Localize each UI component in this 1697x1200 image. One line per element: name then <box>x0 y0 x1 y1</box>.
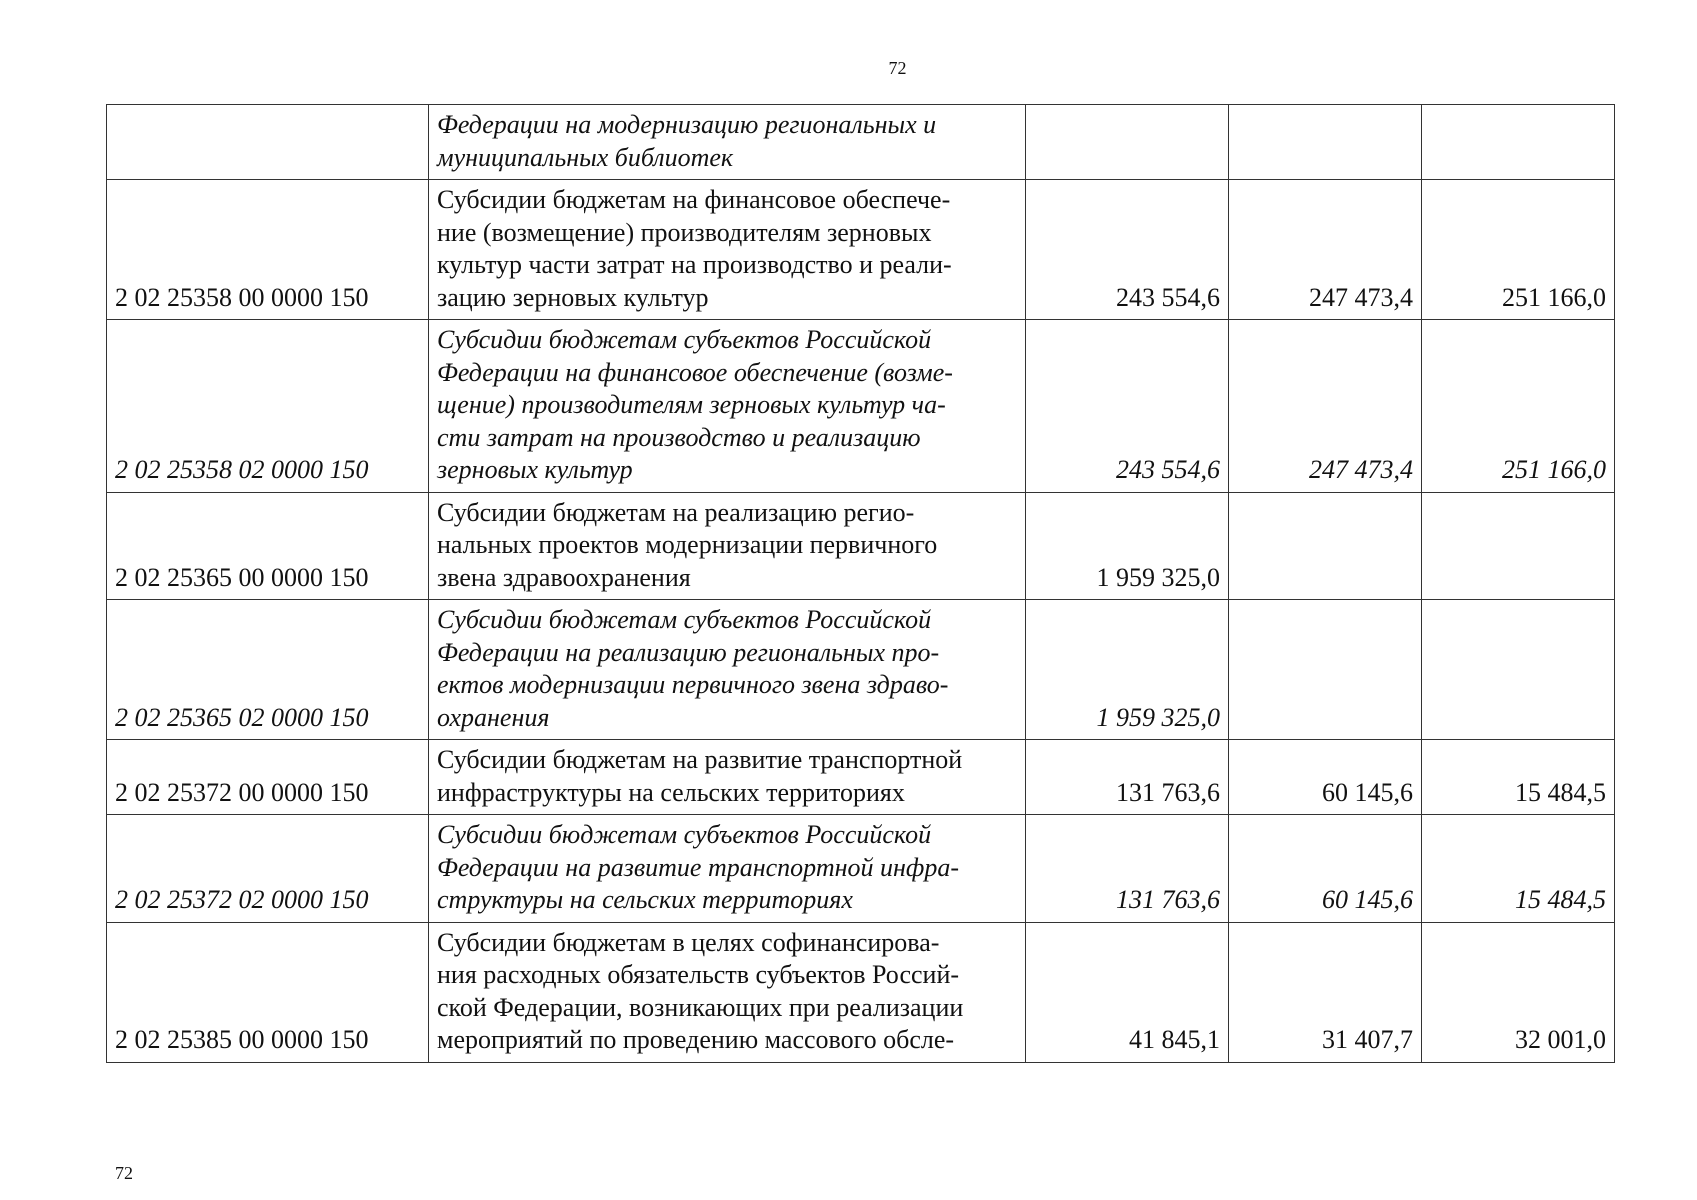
table-row <box>107 105 1615 180</box>
value-cell-3 <box>1422 600 1615 740</box>
description-text: Субсидии бюджетам субъектов Российской Федерации на развитие транспортной инфра- структуры на сельских территориях <box>437 820 960 914</box>
description-text: Субсидии бюджетам на финансовое обеспече- ние (возмещение) производителям зерновых культур части затрат на производство и реали- зацию зерновых культур <box>437 185 952 312</box>
value-cell-2: 60 145,6 <box>1229 740 1422 815</box>
code-cell <box>107 105 429 180</box>
table-row <box>107 492 1615 600</box>
value-cell-2: 247 473,4 <box>1229 180 1422 320</box>
value-cell-3: 15 484,5 <box>1422 815 1615 923</box>
code-cell: 2 02 25358 00 0000 150 <box>107 180 429 320</box>
budget-table-body <box>107 105 1615 1063</box>
description-cell <box>429 740 1026 815</box>
description-cell <box>429 815 1026 923</box>
code-cell: 2 02 25358 02 0000 150 <box>107 320 429 493</box>
value-cell-1: 243 554,6 <box>1026 320 1229 493</box>
description-cell <box>429 492 1026 600</box>
value-cell-3 <box>1422 105 1615 180</box>
value-cell-1: 131 763,6 <box>1026 815 1229 923</box>
value-cell-1 <box>1026 105 1229 180</box>
table-row <box>107 600 1615 740</box>
value-cell-1: 41 845,1 <box>1026 922 1229 1062</box>
description-text: Субсидии бюджетам субъектов Российской Федерации на реализацию региональных про- ектов модернизации первичного звена здраво- охранения <box>437 605 949 732</box>
description-text: Субсидии бюджетам субъектов Российской Федерации на финансовое обеспечение (возме- щение) производителям зерновых культур ча- сти затрат на производство и реализацию зерновых культур <box>437 325 953 484</box>
value-cell-3: 251 166,0 <box>1422 320 1615 493</box>
table-row <box>107 740 1615 815</box>
table-row <box>107 922 1615 1062</box>
value-cell-1: 131 763,6 <box>1026 740 1229 815</box>
value-cell-1: 1 959 325,0 <box>1026 492 1229 600</box>
value-cell-3: 32 001,0 <box>1422 922 1615 1062</box>
value-cell-1: 243 554,6 <box>1026 180 1229 320</box>
budget-table <box>106 104 1615 1063</box>
description-text: Субсидии бюджетам на развитие транспортной инфраструктуры на сельских территориях <box>437 745 963 807</box>
page-number-bottom: 72 <box>115 1163 133 1183</box>
code-cell: 2 02 25365 00 0000 150 <box>107 492 429 600</box>
value-cell-2: 31 407,7 <box>1229 922 1422 1062</box>
value-cell-2 <box>1229 600 1422 740</box>
value-cell-2: 60 145,6 <box>1229 815 1422 923</box>
description-cell <box>429 600 1026 740</box>
value-cell-3: 251 166,0 <box>1422 180 1615 320</box>
page-number-top: 72 <box>888 58 907 78</box>
table-row <box>107 815 1615 923</box>
code-cell: 2 02 25372 00 0000 150 <box>107 740 429 815</box>
description-cell <box>429 105 1026 180</box>
description-text: Субсидии бюджетам в целях софинансирова- ния расходных обязательств субъектов Россий- ской Федерации, возникающих при реализации мероприятий по проведению массового обсле- <box>437 927 964 1054</box>
table-row <box>107 320 1615 493</box>
code-cell: 2 02 25365 02 0000 150 <box>107 600 429 740</box>
description-cell <box>429 180 1026 320</box>
value-cell-2 <box>1229 105 1422 180</box>
description-text: Субсидии бюджетам на реализацию регио- нальных проектов модернизации первичного звена здравоохранения <box>437 497 938 592</box>
value-cell-3: 15 484,5 <box>1422 740 1615 815</box>
description-cell <box>429 922 1026 1062</box>
description-cell <box>429 320 1026 493</box>
table-row <box>107 180 1615 320</box>
description-text: Федерации на модернизацию региональных и муниципальных библиотек <box>437 110 937 172</box>
code-cell: 2 02 25372 02 0000 150 <box>107 815 429 923</box>
value-cell-3 <box>1422 492 1615 600</box>
value-cell-2: 247 473,4 <box>1229 320 1422 493</box>
value-cell-2 <box>1229 492 1422 600</box>
value-cell-1: 1 959 325,0 <box>1026 600 1229 740</box>
code-cell: 2 02 25385 00 0000 150 <box>107 922 429 1062</box>
